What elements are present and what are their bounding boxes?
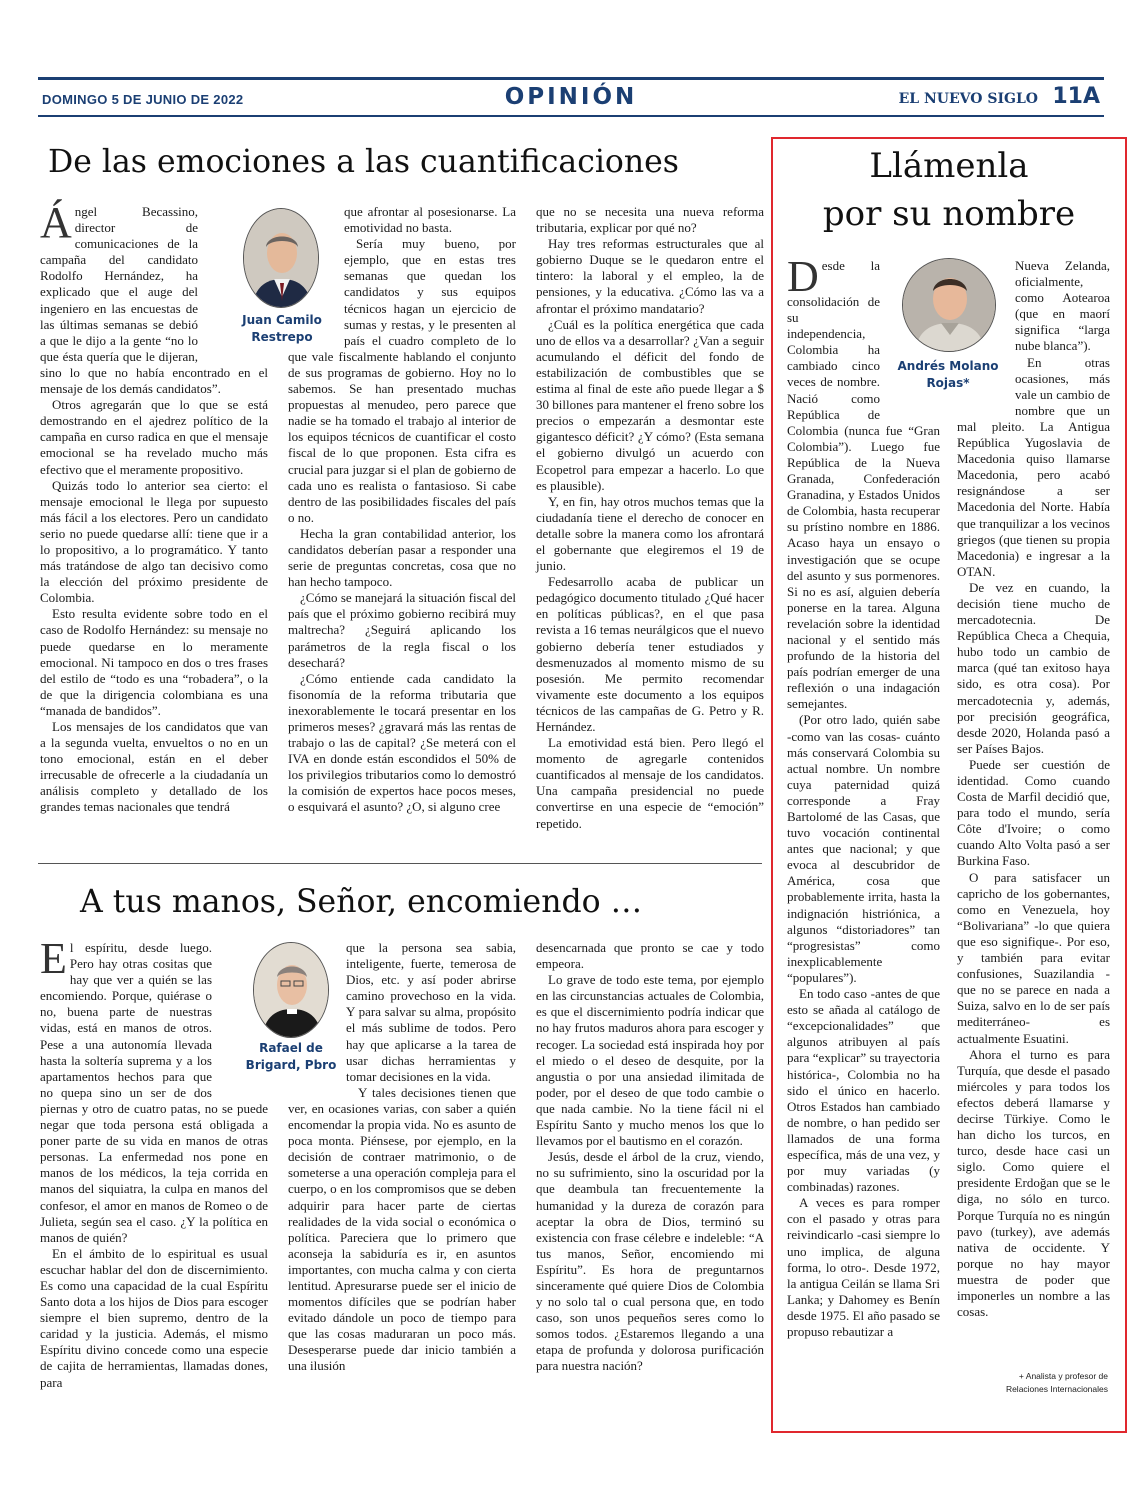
article1-paragraph: que no se necesita una nueva reforma tributaria, explicar por qué no? [536, 204, 764, 236]
page-header [38, 77, 1104, 117]
article3-paragraph: En todo caso -antes de que esto se añada al catálogo de “excepcionalidades” que algunos atribuyen al país para “explicar” su trayectoria histórica-, Colombia no ha sido el único en hacerlo. Otros Estados han cambiado de nombre, o han pedido ser llamados de una forma específica, más de una vez, y por muy variadas (y combinadas) razones. [787, 986, 940, 1195]
article1-paragraph: Sería muy bueno, por ejemplo, que en estas tres semanas que quedan los candidatos y sus equipos técnicos hagan un ejercicio de sumas y restas, y le presenten al país el cuadro completo de lo que vale fiscalmente hablando el conjunto de sus programas de gobierno. Hoy no lo sabemos. Se han presentado muchas propuestas al menudeo, pero parece que nadie se ha tomado el trabajo al interior de los equipos técnicos de cuantificar el costo fiscal de lo que proponen. Esta cifra es crucial para juzgar si el plan de gobierno de cada uno es realista o fantasioso. Si cabe dentro de las posibilidades fiscales del país o no. [288, 236, 516, 525]
article1-paragraph: que afrontar al posesionarse. La emotividad no basta. [344, 204, 516, 236]
article1-paragraph: Quizás todo lo anterior sea cierto: el mensaje emocional le llega por supuesto más fácil a los electores. Pero un candidato serio no puede quedarse allí: tiene que ir a lo propositivo, a lo programático. Y tanto más tratándose de algo tan decisivo como la elección del próximo presidente de Colombia. [40, 477, 268, 606]
article3-paragraph: Nueva Zelanda, oficialmente, como Aotearoa (que en maorí significa “larga nube blanca”). [1015, 258, 1110, 354]
article1-paragraph: ¿Cómo entiende cada candidato la fisonomía de la reforma tributaria que inexorablemente le tocará presentar en los primeros meses? ¿gravará más las rentas de trabajo o las de capital? ¿Se meterá con el IVA en donde están escondidos el 50% de los privilegios tributarios como lo demostró la comisión de expertos hace pocos meses, o esquivará el asunto? ¿O, si alguno cree [288, 670, 516, 815]
article1-title: De las emociones a las cuantificaciones [48, 144, 679, 180]
author-name-line: Rafael de [259, 1041, 323, 1055]
article1-paragraph: Y, en fin, hay otros muchos temas que la ciudadanía tiene el derecho de conocer en detalle sobre la manera como los afrontará el gobernante que elegiremos el 19 de junio. [536, 493, 764, 574]
author-name [880, 358, 1016, 392]
article2-paragraph: que la persona sea sabia, inteligente, fuerte, temerosa de Dios, etc. y así poder abrirse camino provechoso en la vida. Y para salvar su alma, propósito el más sublime de todos. Pero hay que aplicarse a la tarea de usar dichas herramientas y tomar decisiones en la vida. [346, 940, 516, 1084]
portrait-icon [254, 943, 329, 1038]
article3-title-line-1: Llámenla [869, 146, 1029, 186]
author-footnote [960, 1370, 1108, 1396]
article1-column-2 [288, 204, 516, 816]
section-divider [38, 863, 762, 864]
article1-paragraph: ¿Cuál es la política energética que cada uno de ellos va a desarrollar? ¿Van a seguir acumulando el déficit del fondo de estabilización de combustibles que se estima al final de este año puede llegar a $ 30 billones para mantener el freno sobre los precios o empezarán a desmontar este gigantesco déficit? ¿Y cómo? (Esta semana el gobierno divulgó un acuerdo con Ecopetrol para empezar a hacerlo. Lo que es plausible). [536, 316, 764, 493]
footnote-line: + Analista y profesor de [1018, 1371, 1108, 1381]
article1-paragraph: La emotividad está bien. Pero llegó el momento de agregarle contenidos cuantificados al mensaje de los candidatos. Una campaña presidencial no puede convertirse en una especie de “emoción” repetido. [536, 735, 764, 831]
author-name-line: Juan Camilo [242, 313, 322, 327]
article3-paragraph: En otras ocasiones, más vale un cambio de nombre que un mal pleito. La Antigua República Yugoslavia de Macedonia quiso llamarse Macedonia, pero acabó resignándose a ser Macedonia del Norte. Había que tranquilizar a los vecinos griegos (que tienen su propia Macedonia) e ingresar a la OTAN. [957, 354, 1110, 579]
article1-paragraph: ¿Cómo se manejará la situación fiscal del país que el próximo gobierno recibirá muy maltrecha? ¿Seguirá aplicando los parámetros de la regla fiscal o los desechará? [288, 590, 516, 670]
article1-paragraph: Los mensajes de los candidatos que van a la segunda vuelta, envueltos o no en un tono emocional, están en el deber irrecusable de ofrecerle a la ciudadanía un análisis completo y detallado de los grandes temas nacionales que tendrá [40, 719, 268, 815]
article2-paragraph: El espíritu, desde luego. Pero hay otras cositas que hay que ver a quién se las encomiendo. Porque, quiérase o no, buena parte de nuestras vidas, está en manos de otros. Pese a una autonomía llevada hasta la soltería suprema y a los apartamentos hechos para que no quepa sino un ser de dos piernas y otro de cuatro patas, no se puede negar que toda persona está obligada a poner parte de su vida en manos de otras personas. La enfermedad nos pone en manos de los médicos, la teja corrida en manos del siquiatra, la culpa en manos del confesor, el amor en manos de Romeo o de Julieta, según sea el caso. ¿Y la política en manos de quién? [40, 934, 268, 1245]
footnote-line: Relaciones Internacionales [1005, 1384, 1108, 1394]
article1-paragraph: Ángel Becassino, director de comunicaciones de la campaña del candidato Rodolfo Hernández, ha explicado que el auge del ingeniero en las encuestas de las últimas semanas se debió a que le dijo a la gente “no lo que ésta quería que le dijeran, sino lo que no había encontrado en el mensaje de los demás candidatos”. [40, 198, 268, 397]
article1-column-3 [536, 204, 764, 832]
article3-title-line-2: por su nombre [822, 194, 1076, 234]
article3-paragraph: (Por otro lado, quién sabe -como van las cosas- cuánto más conservará Colombia su actual nombre. Un nombre cuya paternidad quizá corresponde a Fray Bartolomé de las Casas, que tuvo vocación continental antes que nacional; y que evoca al descubridor de América, cosa que probablemente irrita, hasta la indignación histriónica, a algunos “distoriadores” tan “progresistas” como inexplicablemente “populares”). [787, 712, 940, 985]
article3-column-1 [787, 252, 940, 1340]
article2-column-3 [536, 940, 764, 1375]
portrait-icon [903, 259, 996, 352]
article1-paragraph: Hay tres reformas estructurales que al gobierno Duque se le quedaron entre el tintero: la laboral y el empleo, la de pensiones, y la educativa. ¿Cómo las va a afrontar el próximo mandatario? [536, 236, 764, 316]
article2-paragraph: Lo grave de todo este tema, por ejemplo en las circunstancias actuales de Colombia, es que el discernimiento podría indicar que no hay frutos maduros ahora para escoger y recoger. La sociedad está inspirada hoy por el miedo o el deseo de desquite, por la angustia o por una ansiedad ilimitada de poder, por el deseo de que todo cambie o que nada cambie. No la tiene fácil ni el Espíritu Santo y mucho menos los que lo llevamos por el bautismo en el corazón. [536, 972, 764, 1149]
article3-paragraph: De vez en cuando, la decisión tiene mucho de mercadotecnia. De República Checa a Chequia, hubo todo un cambio de marca (qué tan exitoso haya sido, es otra cosa). Por mercadotecnia y, además, por precisión geográfica, desde 2020, Holanda pasó a ser Países Bajos. [957, 579, 1110, 756]
article1-paragraph: Esto resulta evidente sobre todo en el caso de Rodolfo Hernández: su mensaje no puede quedarse en lo meramente emocional. Ni tampoco en dos o tres frases del estilo de “todo es una “robadera”, o la de que la dirigencia colombiana es una “manada de bandidos”. [40, 606, 268, 718]
article3-paragraph: O para satisfacer un capricho de los gobernantes, como en Venezuela, hoy “Bolivariana” -lo que quiera que eso signifique-. Por eso, y también para evitar confusiones, Suazilandia -que no se parece en nada a Suiza, salvo en lo de ser país mediterráneo- es actualmente Esuatini. [957, 869, 1110, 1046]
author-name-line: Restrepo [251, 330, 313, 344]
article1-paragraph: Fedesarrollo acaba de publicar un pedagógico documento titulado ¿Qué hacer en políticas públicas?, en el que pasa revista a 16 temas neurálgicos que el nuevo gobierno debería tener estudiados y desmenuzados al momento mismo de su posesión. Me permito recomendar vivamente este documento a los equipos técnicos de las campañas de G. Petro y R. Hernández. [536, 574, 764, 734]
article1-column-1 [40, 198, 268, 816]
article2-paragraph: desencarnada que pronto se cae y todo empeora. [536, 940, 764, 972]
portrait-icon [244, 209, 319, 308]
author-photo [243, 208, 319, 308]
article1-paragraph: Hecha la gran contabilidad anterior, los candidatos deberían pasar a responder una serie de preguntas concretas, cosa que no han hecho tampoco. [288, 525, 516, 590]
article3-paragraph: Puede ser cuestión de identidad. Como cuando Costa de Marfil decidió que, para todo el mundo, sería Côte d'Ivoire; o como cuando Alto Volta pasó a ser Burkina Faso. [957, 756, 1110, 869]
article3-paragraph: Ahora el turno es para Turquía, que desde el pasado miércoles y para todos los efectos deberá llamarse y decirse Türkiye. Como le han dicho los turcos, en turco, desde hace casi un siglo. Como quiere el presidente Erdoğan que se le diga, no sólo en turco. Porque Turquía no es ningún pavo (turkey), ave además nativa de occidente. Y porque no hay mayor muestra de poder que imponerles un nombre a las cosas. [957, 1046, 1110, 1320]
page-number: 11A [1052, 84, 1100, 109]
author-name-line: Rojas* [926, 376, 970, 390]
author-name-line: Brigard, Pbro [245, 1058, 337, 1072]
article1-paragraph: Otros agregarán que lo que se está demostrando en el ajedrez político de la campaña en curso radica en que el mensaje emocional se ha revelado mucho más efectivo que el meramente propositivo. [40, 397, 268, 477]
author-name-line: Andrés Molano [897, 359, 999, 373]
author-photo [253, 942, 329, 1038]
article3-paragraph: A veces es para romper con el pasado y otras para reivindicarlo -casi siempre lo uno implica, de alguna forma, lo otro-. Desde 1972, la antigua Ceilán se llama Sri Lanka; y Dahomey es Benín desde 1975. El año pasado se propuso rebautizar a [787, 1195, 940, 1339]
article2-paragraph: Jesús, desde el árbol de la cruz, viendo, no su sufrimiento, sino la oscuridad por la que deambula tan frecuentemente la humanidad y la dureza de corazón para aceptar la obra de Dios, terminó su existencia con frase célebre e indeleble: “A tus manos, Señor, encomiendo mi Espíritu”. Es hora de preguntarnos sinceramente qué quiere Dios de Colombia y no solo tal o cual persona que, en todo caso, son unos pequeños seres como lo somos todos. ¿Estaremos llegando a una etapa de profunda y dolorosa purificación para nuestra nación? [536, 1149, 764, 1374]
section-title: OPINIÓN [504, 84, 638, 110]
article2-paragraph: En el ámbito de lo espiritual es usual escuchar hablar del don de discernimiento. Es como una capacidad de la cual Espíritu Santo dota a los hijos de Dios para escoger siempre el bien supremo, dentro de la caridad y la justicia. Además, el mismo Espíritu divino concede como una especie de cajita de herramientas, llamadas dones, para [40, 1245, 268, 1390]
issue-date: DOMINGO 5 DE JUNIO DE 2022 [42, 92, 244, 107]
author-photo [902, 258, 996, 352]
newspaper-brand: EL NUEVO SIGLO [898, 91, 1038, 107]
article2-column-1 [40, 934, 268, 1391]
article3-paragraph: Desde la consolidación de su independencia, Colombia ha cambiado cinco veces de nombre. Nació como República de Colombia (nunca fue “Gran Colombia”). Luego fue República de la Nueva Granada, Confederación Granadina, y Estados Unidos de Colombia, hasta recuperar su prístino nombre en 1886. Acaso haya un ensayo o investigación que se ocupe del asunto y sus pormenores. Si no es así, alguien debería ponerse en la tarea. Alguna revelación sobre la identidad nacional y el sentido más profundo de la historia del país podrían emerger de una reflexión o una indagación semejantes. [787, 252, 940, 712]
article2-paragraph: Y tales decisiones tienen que ver, en ocasiones varias, con saber a quién encomendar la propia vida. No es asunto de poca monta. Piénsese, por ejemplo, en la decisión de contraer matrimonio, o de someterse a una operación compleja para el cuerpo, o en los compromisos que se deben adquirir para hacer parte de ciertas realidades de la vida social o económica o política. Pareciera que lo primero que aconseja la sabiduría es ir, en asuntos importantes, con mucha calma y con cierta lentitud. Apresurarse puede ser el inicio de momentos difíciles que se podrían haber evitado dándole un poco de tiempo para que las cosas maduraran un poco más. Desesperarse puede dar inicio también a una ilusión [288, 1084, 516, 1374]
author-name [232, 1040, 350, 1074]
author-name [228, 312, 336, 346]
article2-title: A tus manos, Señor, encomiendo … [80, 884, 643, 920]
article3-column-2 [957, 258, 1110, 1320]
